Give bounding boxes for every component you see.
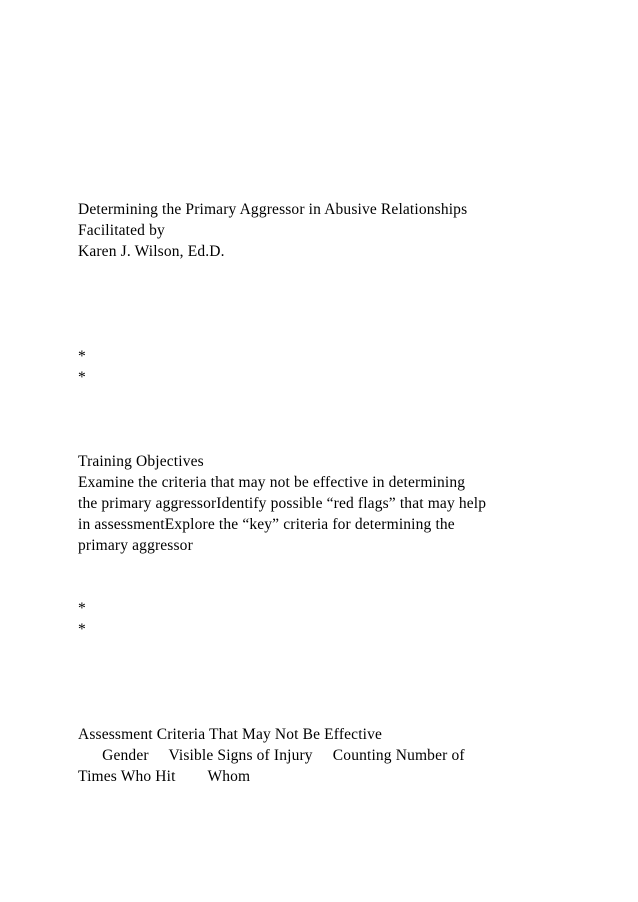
note-mark: * [78, 621, 86, 638]
objectives-line: in assessmentExplore the “key” criteria for determining the [78, 516, 455, 533]
objectives-line: Examine the criteria that may not be effective in determining [78, 474, 466, 491]
facilitated-by-label: Facilitated by [78, 222, 165, 239]
note-mark: * [78, 600, 86, 617]
criteria-line: Gender Visible Signs of Injury Counting Number of [78, 747, 465, 764]
objectives-line: the primary aggressorIdentify possible “red flags” that may help [78, 495, 487, 512]
objectives-heading: Training Objectives [78, 453, 204, 470]
note-mark: * [78, 369, 86, 386]
criteria-line: Times Who Hit Whom [78, 768, 251, 785]
criteria-heading: Assessment Criteria That May Not Be Effective [78, 726, 383, 743]
presenter-name: Karen J. Wilson, Ed.D. [78, 243, 225, 260]
objectives-line: primary aggressor [78, 537, 193, 554]
document-title: Determining the Primary Aggressor in Abusive Relationships [78, 201, 468, 218]
note-mark: * [78, 348, 86, 365]
